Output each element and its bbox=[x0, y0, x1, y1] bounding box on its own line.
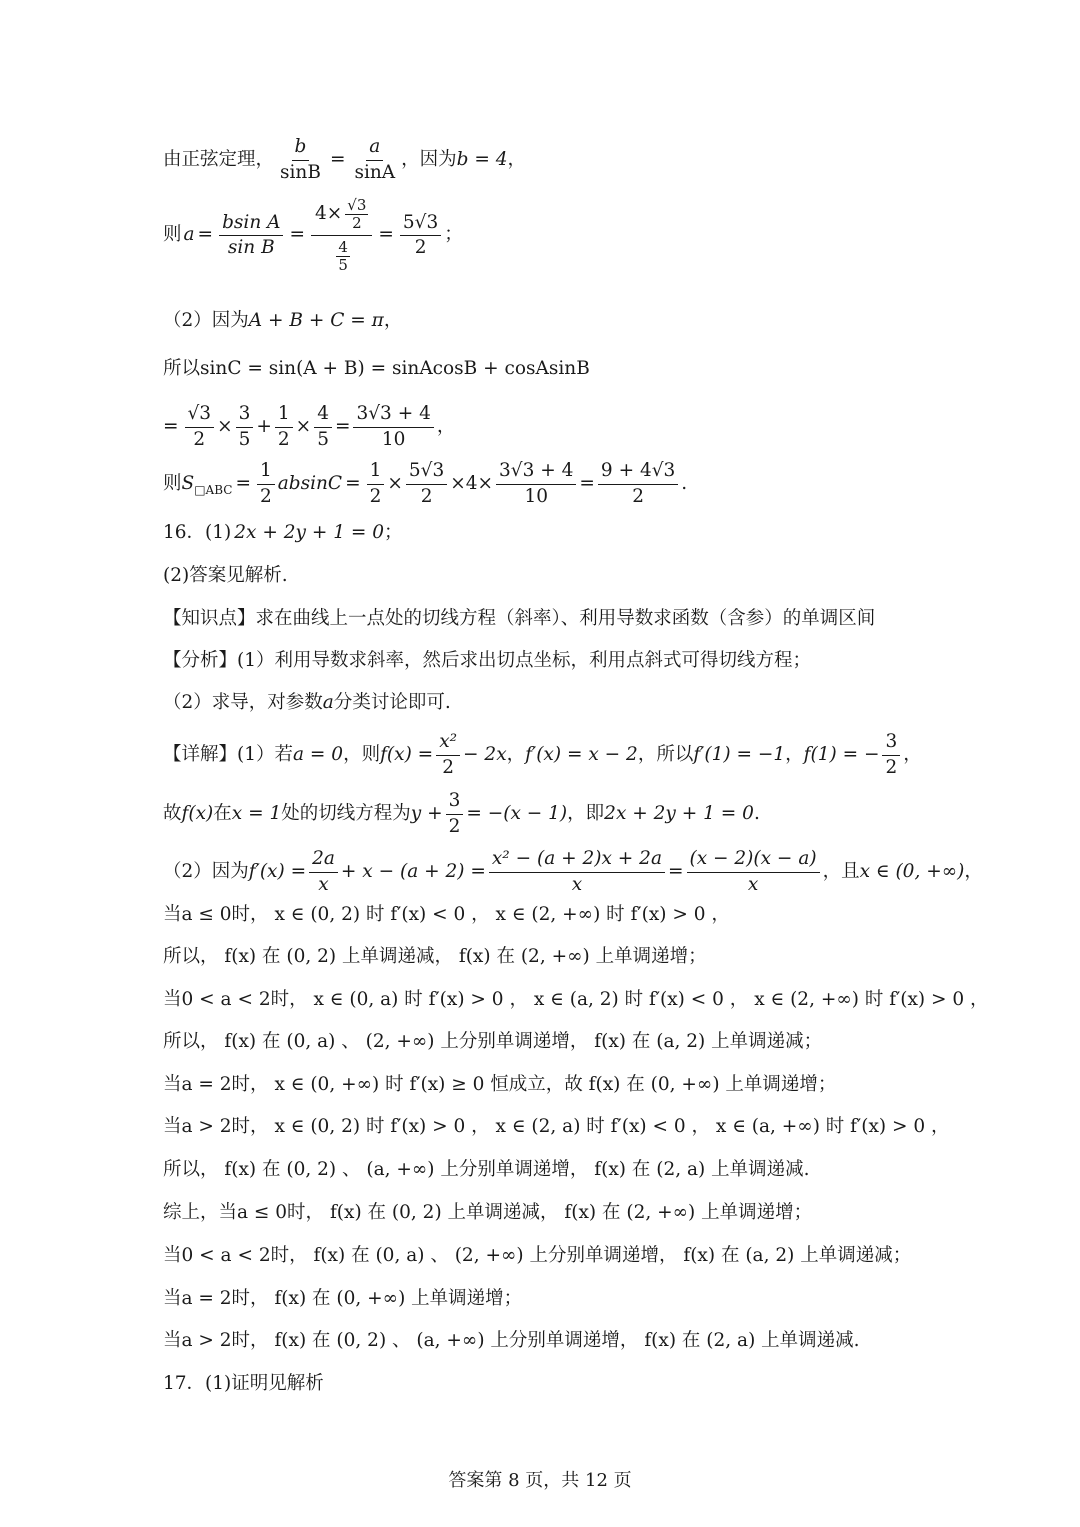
line-sinC-value: = $\frac{√3}{2}$ × $\frac{3}{5}$ + $\frac{1}{2}$ × $\frac{4}{5}$ = $\frac{3√3 + 4}{10}$ ， bbox=[163, 403, 456, 450]
line-case-1-result: 所以， f(x) 在 (0, 2) 上单调递减， f(x) 在 (2, +∞) 上单调递增； bbox=[163, 946, 707, 967]
line-summary-4: 当a > 2时， f(x) 在 (0, 2) 、 (a, +∞) 上分别单调递增， f(x) 在 (2, a) 上单调递减. bbox=[163, 1330, 860, 1351]
line-case-2-result: 所以， f(x) 在 (0, a) 、 (2, +∞) 上分别单调递增， f(x) 在 (a, 2) 上单调递减； bbox=[163, 1031, 823, 1052]
line-analysis-2: （2）求导，对参数 a 分类讨论即可. bbox=[163, 692, 451, 713]
line-sine-law: 由正弦定理， $\frac{b}{\sin B}$ = $\frac{a}{\sin A}$ ，因为 b = 4 ， bbox=[163, 136, 527, 183]
line-detail-2: 故 f(x) 在 x = 1 处的切线方程为 y + $\frac{3}{2}$ = −(x − 1) ，即 2x + 2y + 1 = 0 . bbox=[163, 790, 760, 837]
text: 由正弦定理， bbox=[163, 148, 275, 170]
line-derivative: （2）因为 f′(x) = $\frac{2a}{x}$ + x − (a + 2) = $\frac{\text{x² − (a + 2)x + 2a}}{x}$ = $\frac{(x - 2)(x - a)}{x}$ ，且 x ∈ (0, +∞) ， bbox=[163, 848, 983, 895]
line-q16-2: (2)答案见解析. bbox=[163, 565, 288, 586]
line-angle-sum: （2）因为 A + B + C = π ， bbox=[163, 310, 403, 331]
nested-fraction: 4× $\frac{√3}{2}$ $\frac{4}{5}$ bbox=[311, 198, 372, 273]
line-detail-1: 【详解】(1）若 a = 0 ，则 f(x) = $\frac{\text{x²}}{2}$ − 2x ， f′(x) = x − 2 ，所以 f′(1) = −1 ， f(1) = − $\frac{3}{2}$ ， bbox=[163, 731, 922, 778]
line-summary-2: 当0 < a < 2时， f(x) 在 (0, a) 、 (2, +∞) 上分别单调递增， f(x) 在 (a, 2) 上单调递减； bbox=[163, 1245, 912, 1266]
line-case-1: 当a ≤ 0时， x ∈ (0, 2) 时 f′(x) < 0 ， x ∈ (2, +∞) 时 f′(x) > 0 ， bbox=[163, 904, 730, 925]
line-q16-1: 16．(1) 2x + 2y + 1 = 0 ； bbox=[163, 522, 403, 543]
line-case-4: 当a > 2时， x ∈ (0, 2) 时 f′(x) > 0 ， x ∈ (2, a) 时 f′(x) < 0 ， x ∈ (a, +∞) 时 f′(x) > 0 ， bbox=[163, 1116, 950, 1137]
line-analysis: 【分析】(1）利用导数求斜率，然后求出切点坐标，利用点斜式可得切线方程； bbox=[163, 650, 811, 671]
line-a-value: 则 a = $\frac{\text{bsin A}}{\text{sin B}}$ = 4× $\frac{√3}{2}$ $\frac{4}{5}$ = $\frac{5√3}{2}$ ； bbox=[163, 196, 463, 274]
line-sinC: 所以 sinC = sin(A + B) = sinAcosB + cosAsinB bbox=[163, 358, 590, 379]
line-case-2: 当0 < a < 2时， x ∈ (0, a) 时 f′(x) > 0 ， x ∈ (a, 2) 时 f′(x) < 0 ， x ∈ (2, +∞) 时 f′(x) > 0 ， bbox=[163, 989, 989, 1010]
line-case-3: 当a = 2时， x ∈ (0, +∞) 时 f′(x) ≥ 0 恒成立，故 f(x) 在 (0, +∞) 上单调递增； bbox=[163, 1074, 837, 1095]
fraction-a-sinA: $\frac{a}{\sin A}$ bbox=[354, 136, 396, 183]
line-summary-3: 当a = 2时， f(x) 在 (0, +∞) 上单调递增； bbox=[163, 1288, 523, 1309]
fraction-5sqrt3-2: $\frac{5√3}{2}$ bbox=[400, 214, 441, 258]
line-knowledge-point: 【知识点】求在曲线上一点处的切线方程（斜率）、利用导数求函数（含参）的单调区间 bbox=[163, 608, 876, 629]
line-area: 则 S □ABC = $\frac{1}{2}$ absinC = $\frac{1}{2}$ × $\frac{5√3}{2}$ ×4× $\frac{3√3 + 4}{10}$ = $\frac{9 + 4√3}{2}$ . bbox=[163, 460, 688, 507]
fraction-b-sinB: $\frac{b}{\sin B}$ bbox=[280, 136, 321, 183]
line-case-4-result: 所以， f(x) 在 (0, 2) 、 (a, +∞) 上分别单调递增， f(x) 在 (2, a) 上单调递减. bbox=[163, 1159, 810, 1180]
page-footer: 答案第 8 页，共 12 页 bbox=[448, 1470, 632, 1491]
line-q17: 17．(1)证明见解析 bbox=[163, 1373, 324, 1394]
fraction-bsinA-sinB: $\frac{\text{bsin A}}{\text{sin B}}$ bbox=[219, 214, 283, 258]
line-summary-1: 综上，当a ≤ 0时， f(x) 在 (0, 2) 上单调递减， f(x) 在 (2, +∞) 上单调递增； bbox=[163, 1202, 813, 1223]
